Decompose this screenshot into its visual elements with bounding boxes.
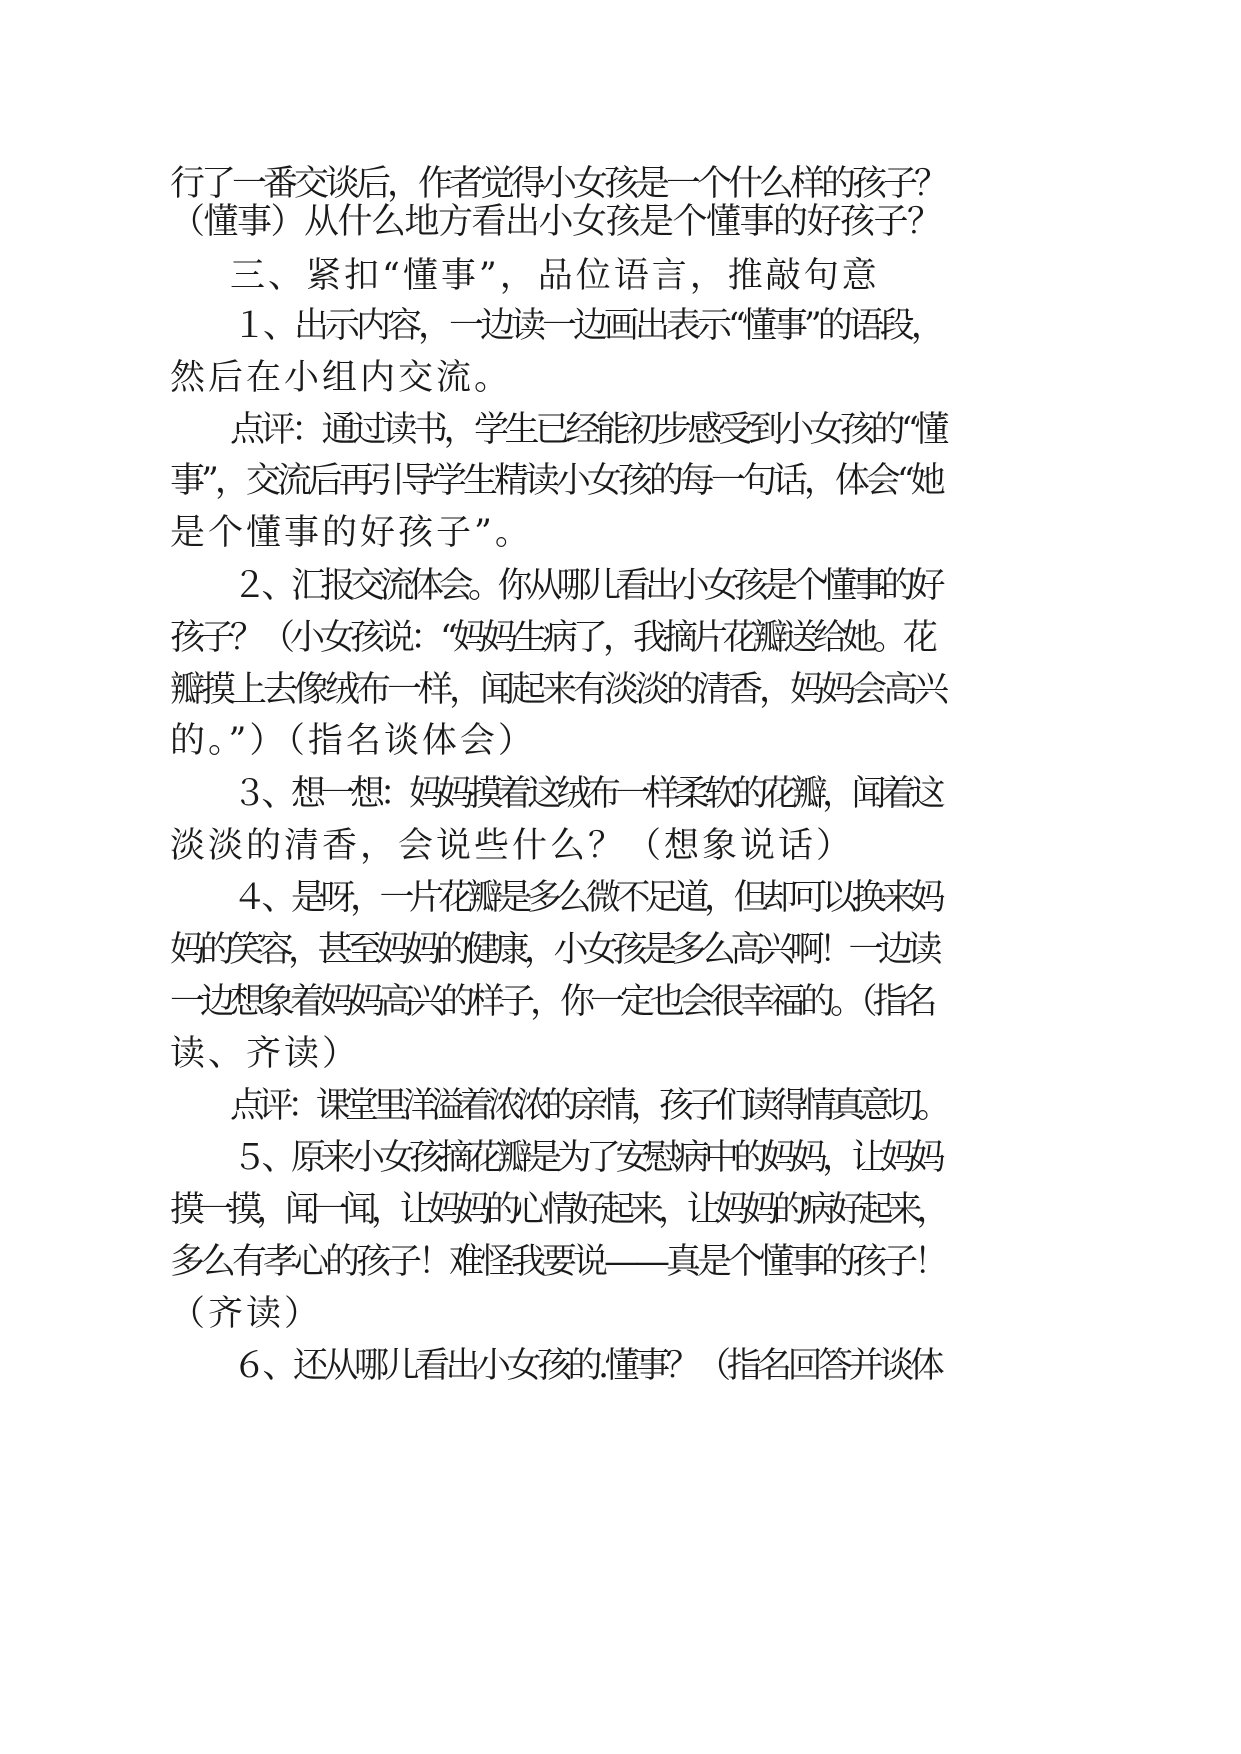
paragraph-line: 淡淡的清香，会说些什么？（想象说话） <box>170 826 855 866</box>
paragraph-line: 多么有孝心的孩子！难怪我要说——真是个懂事的孩子！ <box>170 1242 946 1282</box>
paragraph-line: （齐读） <box>170 1294 323 1334</box>
paragraph-line: 摸一摸，闻一闻，让妈妈的心情好起来，让妈妈的病好起来， <box>170 1190 946 1230</box>
paragraph-line: 妈的笑容，甚至妈妈的健康，小女孩是多么高兴啊！一边读 <box>170 930 938 970</box>
paragraph-line: 一边想象着妈妈高兴的样子，你一定也会很幸福的。（指名 <box>170 982 933 1022</box>
paragraph-line: １、出示内容，一边读一边画出表示“懂事”的语段， <box>232 306 942 346</box>
paragraph-line: 点评：课堂里洋溢着浓浓的亲情，孩子们读得情真意切。 <box>230 1086 946 1126</box>
paragraph-line: 然后在小组内交流。 <box>170 358 513 398</box>
paragraph-line: 点评：通过读书，学生已经能初步感受到小女孩的“懂 <box>230 410 945 450</box>
paragraph-line: 事”，交流后再引导学生精读小女孩的每一句话，体会“她 <box>170 461 942 501</box>
paragraph-line: ３、想一想：妈妈摸着这绒布一样柔软的花瓣，闻着这 <box>232 774 941 814</box>
paragraph-line: 是个懂事的好孩子”。 <box>170 513 533 553</box>
paragraph-line: ４、是呀，一片花瓣是多么微不足道，但却可以换来妈 <box>232 878 941 918</box>
paragraph-line: 瓣摸上去像绒布一样，闻起来有淡淡的清香，妈妈会高兴 <box>170 670 946 710</box>
section-heading: 三、紧扣“懂事”，品位语言，推敲句意 <box>230 256 880 296</box>
paragraph-line: ２、汇报交流体会。你从哪儿看出小女孩是个懂事的好 <box>232 566 941 606</box>
paragraph-line: 的。”）（指名谈体会） <box>170 721 536 761</box>
paragraph-line: （懂事）从什么地方看出小女孩是个懂事的好孩子？ <box>170 202 941 242</box>
paragraph-line: 行了一番交谈后，作者觉得小女孩是一个什么样的孩子？ <box>170 164 946 204</box>
paragraph-line: 孩子？（小女孩说：“妈妈生病了，我摘片花瓣送给她。花 <box>170 618 933 658</box>
paragraph-line: 读、齐读） <box>170 1034 361 1074</box>
paragraph-line: ６、还从哪儿看出小女孩的.懂事？（指名回答并谈体 <box>232 1346 941 1386</box>
paragraph-line: ５、原来小女孩摘花瓣是为了安慰病中的妈妈，让妈妈 <box>232 1138 941 1178</box>
